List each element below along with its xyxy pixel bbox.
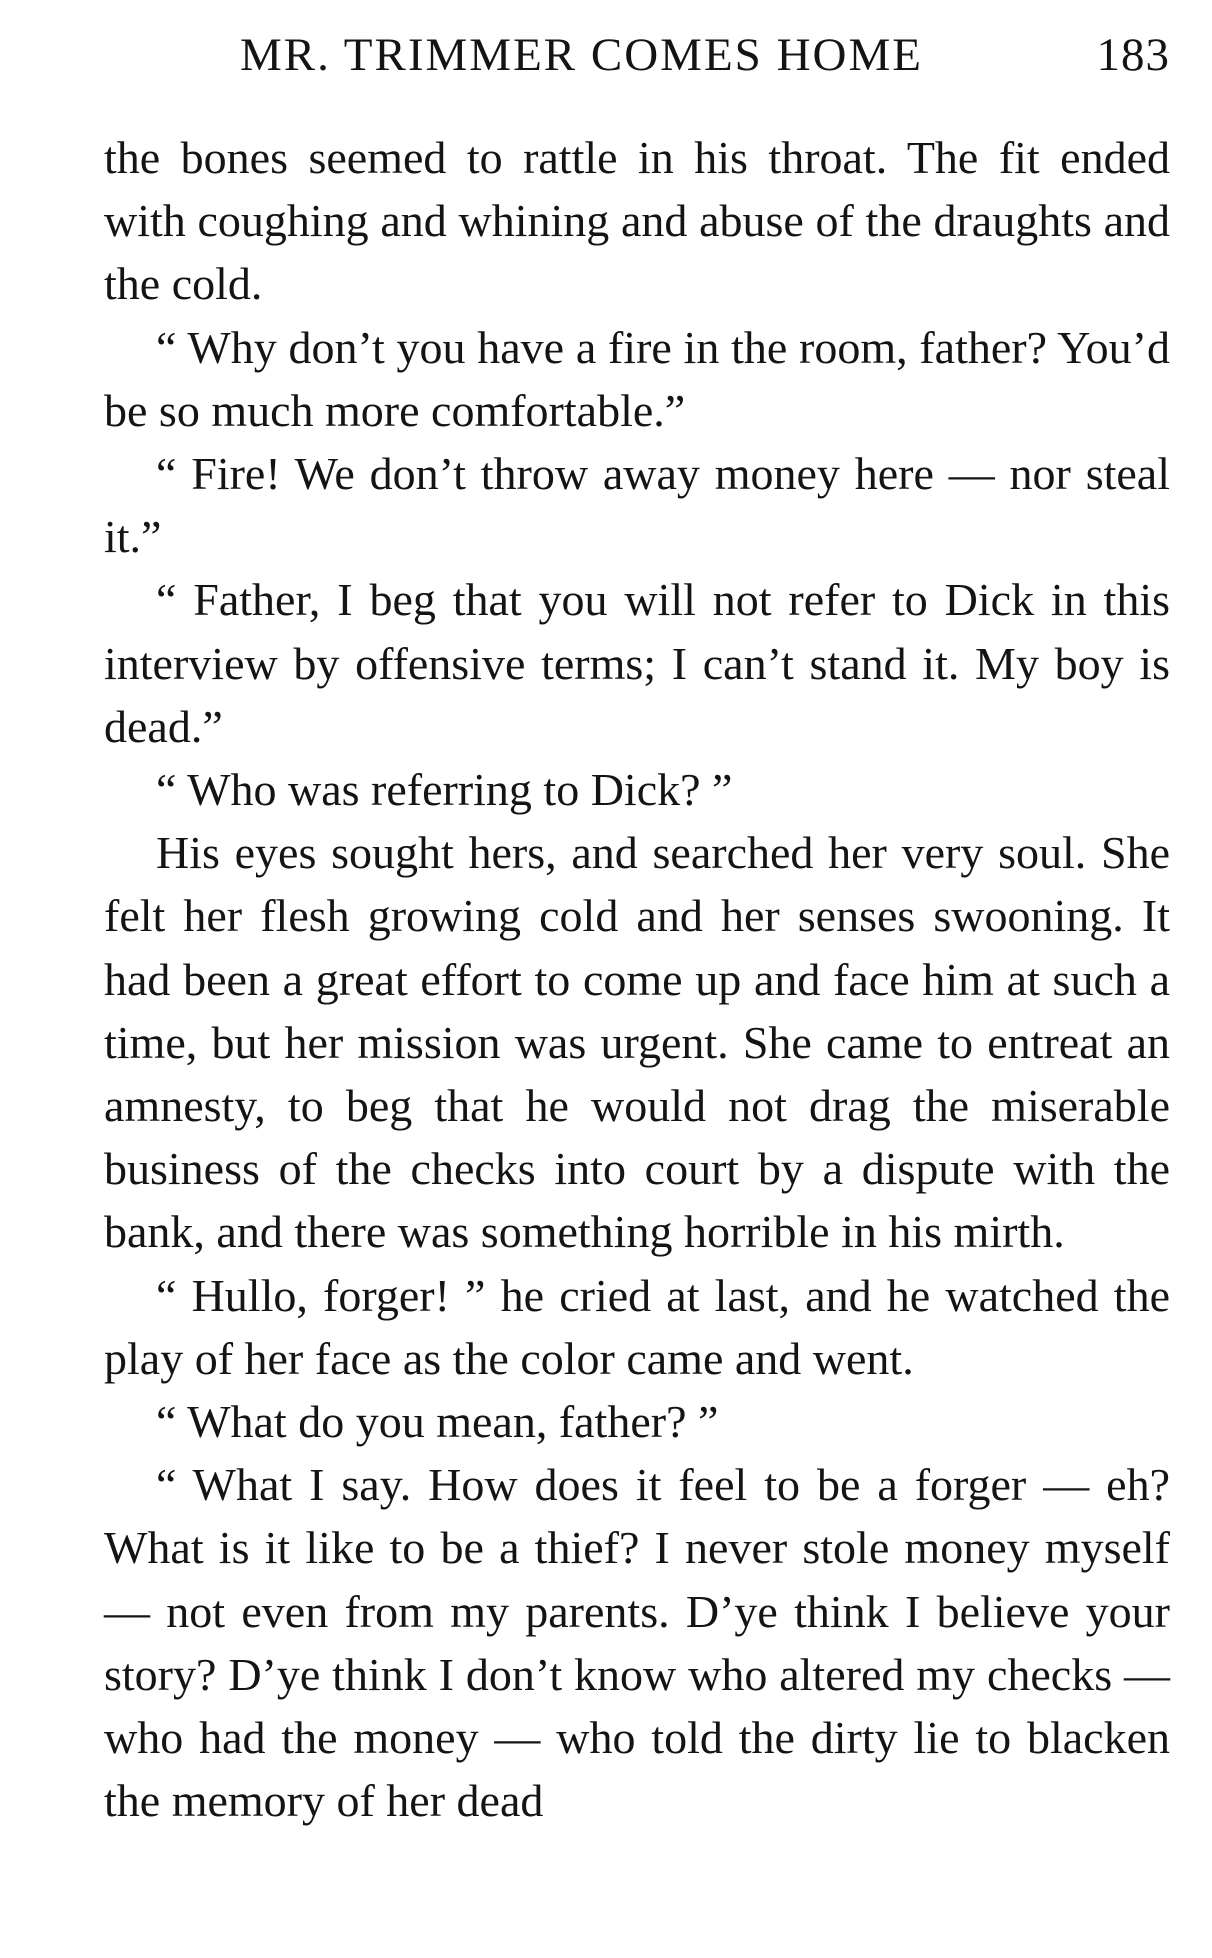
running-title: MR. TRIMMER COMES HOME [240, 29, 923, 81]
paragraph: “ Father, I beg that you will not refer to Dick in this interview by offensive terms; I can’t stand it. My boy is dead.” [104, 574, 1170, 752]
paragraph: “ What I say. How does it feel to be a forger — eh? What is it like to be a thief? I never stole money myself — not even from my parents. D’ye think I believe your story? D’ye think I don’t know who altered my checks — who had the money — who told the dirty lie to blacken the memory of her dead [104, 1459, 1170, 1827]
paragraph: His eyes sought hers, and searched her very soul. She felt her flesh growing cold and her senses swooning. It had been a great effort to come up and face him at such a time, but her mission was urgent. She came to entreat an amnesty, to beg that he would not drag the miserable business of the checks into court by a dispute with the bank, and there was something horrible in his mirth. [104, 827, 1170, 1258]
paragraph: “ Fire! We don’t throw away money here — nor steal it.” [104, 448, 1170, 563]
paragraph: “ What do you mean, father? ” [156, 1396, 719, 1448]
page-header [240, 28, 1170, 92]
paragraph: “ Hullo, forger! ” he cried at last, and he watched the play of her face as the color came and went. [104, 1269, 1170, 1384]
paragraph: “ Why don’t you have a fire in the room, father? You’d be so much more comfortable.” [104, 321, 1170, 436]
page-number: 183 [1096, 29, 1170, 81]
paragraph: “ Who was referring to Dick? ” [156, 764, 733, 816]
paragraph-continued: the bones seemed to rattle in his throat. The fit ended with coughing and whining and abuse of the draughts and the cold. [104, 132, 1170, 310]
body-text [104, 126, 1170, 1832]
